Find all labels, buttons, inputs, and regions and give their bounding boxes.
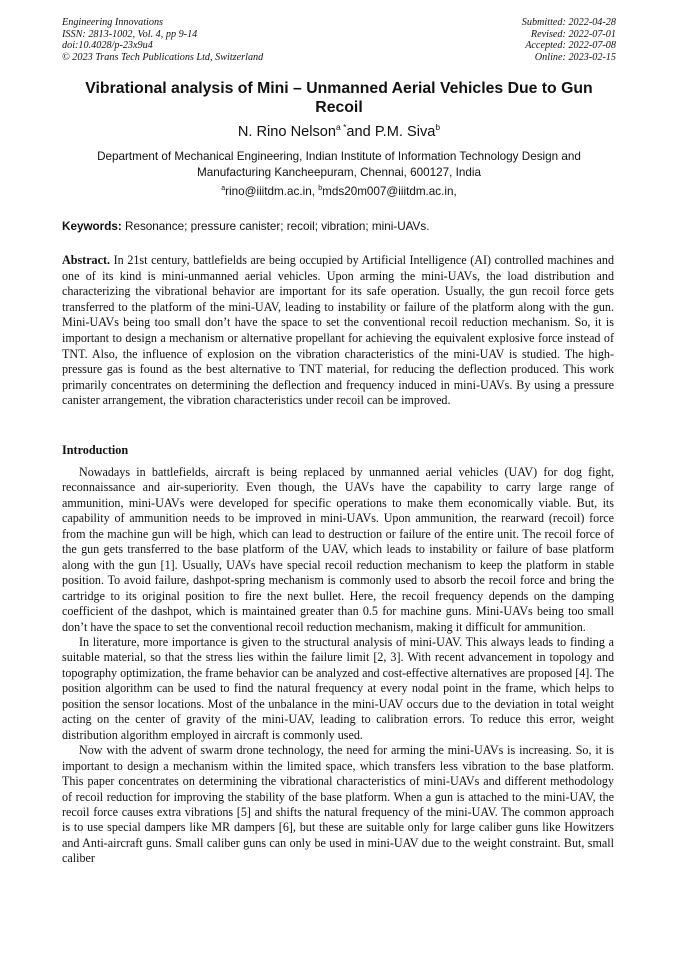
submitted-date: Submitted: 2022-04-28 [521,17,616,28]
keywords-label: Keywords: [62,220,122,233]
authors [62,123,616,141]
introduction-heading: Introduction [62,443,129,457]
introduction-body [62,465,614,867]
email-a: rino@iiitdm.ac.in, [225,185,315,198]
author-1-affiliation-mark: a * [336,122,347,132]
abstract-label: Abstract. [62,253,111,267]
author-2: and P.M. Siva [346,124,436,140]
paper-title: Vibrational analysis of Mini – Unmanned Aerial Vehicles Due to Gun Recoil [85,80,593,116]
affiliation: Department of Mechanical Engineering, Indian Institute of Information Technology Design and Manufacturing Kancheepuram, Chennai, 600127, India [97,150,581,179]
author-1: N. Rino Nelson [237,124,337,140]
journal-name: Engineering Innovations [62,17,164,28]
doi: doi:10.4028/p-23x9u4 [62,40,153,52]
keywords-text: Resonance; pressure canister; recoil; vibration; mini-UAVs. [125,220,430,233]
accepted-date: Accepted: 2022-07-08 [525,40,616,52]
issn: ISSN: 2813-1002, Vol. 4, pp 9-14 [62,28,198,40]
email-b-mark: b [318,185,323,192]
copyright: © 2023 Trans Tech Publications Ltd, Switzerland [62,52,264,64]
author-2-affiliation-mark: b [435,122,441,132]
keywords [62,220,616,234]
abstract [62,253,614,409]
intro-paragraph-1: Nowadays in battlefields, aircraft is being replaced by unmanned aerial vehicles (UAV) for dog fight, reconnaissance and air-superiority. Even though, the UAVs have the capability to carry large range of ammunition, mini-UAVs were developed for specific operations to make them economically viable. But, its capability of ammunition needs to be improved in mini-UAVs. Upon ammunition, the rearward (recoil) force from the machine gun will be high, which can lead to destruction or failure of the entire unit. The recoil force of the gun gets transferred to the base platform of the UAV, which leads to instability or failure of base platform along with the gun [1]. Usually, UAVs have special recoil reduction mechanism to keep the platform in stable position. To avoid failure, dashpot-spring mechanism is commonly used to absorb the recoil force and bring the cartridge to its original position to fire the next bullet. Here, the recoil frequency depends on the damping coefficient of the dashpot, which is maintained greater than 0.5 for machine guns. Mini-UAVs being too small don’t have the space to set the conventional recoil reduction mechanism, making it difficult for ammunition. [62,465,614,634]
email-a-mark: a [221,185,226,192]
revised-date: Revised: 2022-07-01 [530,28,616,40]
author-emails [62,185,616,199]
journal-info [62,17,263,64]
intro-paragraph-2: In literature, more importance is given to the structural analysis of mini-UAV. This always leads to finding a suitable material, so that the stress lies within the failure limit [2, 3]. With recent advancement in topology and topography optimization, the frame behavior can be analyzed and cost-effective alternatives are proposed [4]. The position algorithm can be used to find the natural frequency at every nodal point in the frame, which helps to position the sensor locations. Most of the unbalance in the mini-UAV occurs due to the deviation in total weight acting on the center of gravity of the mini-UAV, leading to calibration errors. To reduce this error, weight distribution algorithm employed in aircraft is commonly used. [62,634,614,742]
publication-dates [522,17,616,64]
abstract-text: In 21st century, battlefields are being occupied by Artificial Intelligence (AI) controlled machines and one of its kind is mini-unmanned aerial vehicles. Upon arming the mini-UAVs, the load distribution and characterizing the vibrational behavior are important for its safe operation. Usually, the gun recoil force gets transferred to the platform of the mini-UAV, leading to instability or failure of the platform along with the gun. Mini-UAVs being too small don’t have the space to set the conventional recoil reduction mechanism. So, it is important to design a mechanism or alternative propellant for achieving the equivalent explosive force instead of TNT. Also, the influence of explosion on the vibration characteristics of the mini-UAV is studied. The high-pressure gas is found as the best alternative to TNT material, for reducing the deflection produced. This work primarily concentrates on determining the deflection and frequency induced in mini-UAVs. By using a pressure canister arrangement, the vibration characteristics under recoil can be improved. [62,253,614,408]
intro-paragraph-3: Now with the advent of swarm drone technology, the need for arming the mini-UAVs is increasing. So, it is important to design a mechanism within the limited space, which transfers less vibration to the base platform. This paper concentrates on determining the vibrational characteristics of mini-UAVs and different methodology of recoil reduction for improving the stability of the base platform. When a gun is attached to the mini-UAV, the recoil force causes extra vibrations [5] and shifts the natural frequency of the mini-UAV. The common approach is to use special dampers like MR dampers [6], but these are suitable only for large caliber guns like Howitzers and Anti-aircraft guns. Small caliber guns can only be used in mini-UAV due to the weight constraint. But, small caliber [62,743,614,866]
online-date: Online: 2023-02-15 [534,52,616,64]
email-b: mds20m007@iiitdm.ac.in, [322,185,457,198]
